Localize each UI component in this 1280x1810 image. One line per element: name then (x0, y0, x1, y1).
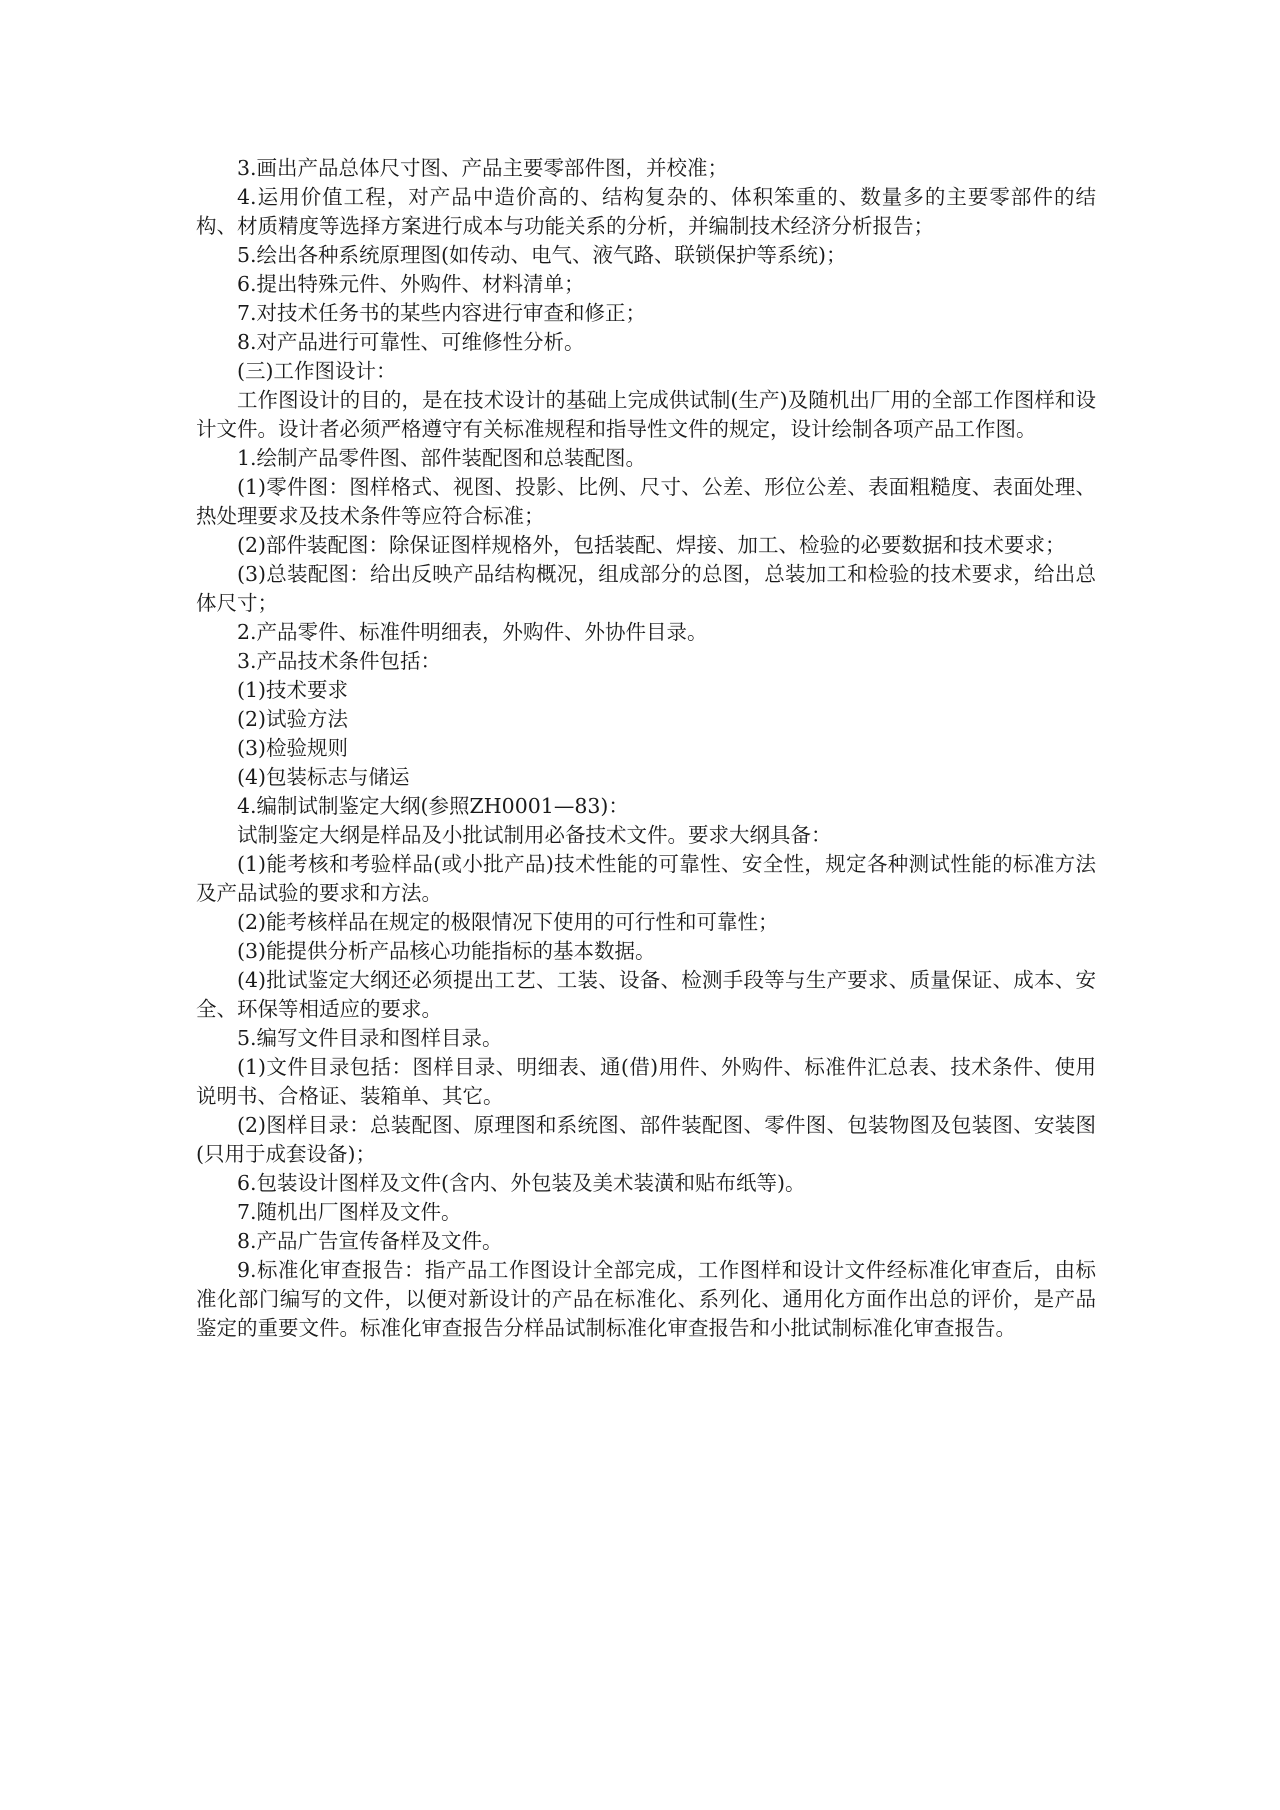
paragraph: 8.产品广告宣传备样及文件。 (237, 1229, 503, 1253)
section-heading: (三)工作图设计： (237, 359, 397, 383)
paragraph: 工作图设计的目的，是在技术设计的基础上完成供试制(生产)及随机出厂用的全部工作图样和设计文件。设计者必须严格遵守有关标准规程和指导性文件的规定，设计绘制各项产品工作图。 (196, 388, 1096, 441)
list-item: (4)包装标志与储运 (237, 765, 410, 789)
paragraph: (2)能考核样品在规定的极限情况下使用的可行性和可靠性； (237, 910, 779, 934)
paragraph: (2)图样目录：总装配图、原理图和系统图、部件装配图、零件图、包装物图及包装图、安装图(只用于成套设备)； (196, 1113, 1096, 1166)
paragraph: 6.提出特殊元件、外购件、材料清单； (237, 272, 585, 296)
paragraph: 5.绘出各种系统原理图(如传动、电气、液气路、联锁保护等系统)； (237, 243, 847, 267)
list-item: (1)技术要求 (237, 678, 349, 702)
paragraph: 1.绘制产品零件图、部件装配图和总装配图。 (237, 446, 647, 470)
paragraph: 3.画出产品总体尺寸图、产品主要零部件图，并校准； (237, 156, 729, 180)
paragraph: 4.编制试制鉴定大纲(参照ZH0001—83)： (237, 794, 629, 818)
paragraph: (2)部件装配图：除保证图样规格外，包括装配、焊接、加工、检验的必要数据和技术要求； (237, 533, 1066, 557)
document-body (196, 154, 1096, 1343)
list-item: (2)试验方法 (237, 707, 349, 731)
list-item: (3)检验规则 (237, 736, 349, 760)
paragraph: (1)能考核和考验样品(或小批产品)技术性能的可靠性、安全性，规定各种测试性能的标准方法及产品试验的要求和方法。 (196, 852, 1096, 905)
paragraph: 试制鉴定大纲是样品及小批试制用必备技术文件。要求大纲具备： (237, 823, 832, 847)
paragraph: (4)批试鉴定大纲还必须提出工艺、工装、设备、检测手段等与生产要求、质量保证、成本、安全、环保等相适应的要求。 (196, 968, 1096, 1021)
paragraph: (1)文件目录包括：图样目录、明细表、通(借)用件、外购件、标准件汇总表、技术条件、使用说明书、合格证、装箱单、其它。 (196, 1055, 1096, 1108)
paragraph: 9.标准化审查报告：指产品工作图设计全部完成，工作图样和设计文件经标准化审查后，由标准化部门编写的文件，以便对新设计的产品在标准化、系列化、通用化方面作出总的评价，是产品鉴定的重要文件。标准化审查报告分样品试制标准化审查报告和小批试制标准化审查报告。 (196, 1258, 1096, 1340)
paragraph: 7.对技术任务书的某些内容进行审查和修正； (237, 301, 647, 325)
paragraph: 7.随机出厂图样及文件。 (237, 1200, 462, 1224)
paragraph: 4.运用价值工程，对产品中造价高的、结构复杂的、体积笨重的、数量多的主要零部件的结构、材质精度等选择方案进行成本与功能关系的分析，并编制技术经济分析报告； (196, 185, 1096, 238)
paragraph: 8.对产品进行可靠性、可维修性分析。 (237, 330, 585, 354)
paragraph: 2.产品零件、标准件明细表，外购件、外协件目录。 (237, 620, 708, 644)
paragraph: 3.产品技术条件包括： (237, 649, 442, 673)
paragraph: (3)总装配图：给出反映产品结构概况，组成部分的总图，总装加工和检验的技术要求，给出总体尺寸； (196, 562, 1096, 615)
paragraph: (1)零件图：图样格式、视图、投影、比例、尺寸、公差、形位公差、表面粗糙度、表面处理、热处理要求及技术条件等应符合标准； (196, 475, 1096, 528)
paragraph: 6.包装设计图样及文件(含内、外包装及美术装潢和贴布纸等)。 (237, 1171, 806, 1195)
paragraph: 5.编写文件目录和图样目录。 (237, 1026, 503, 1050)
paragraph: (3)能提供分析产品核心功能指标的基本数据。 (237, 939, 656, 963)
